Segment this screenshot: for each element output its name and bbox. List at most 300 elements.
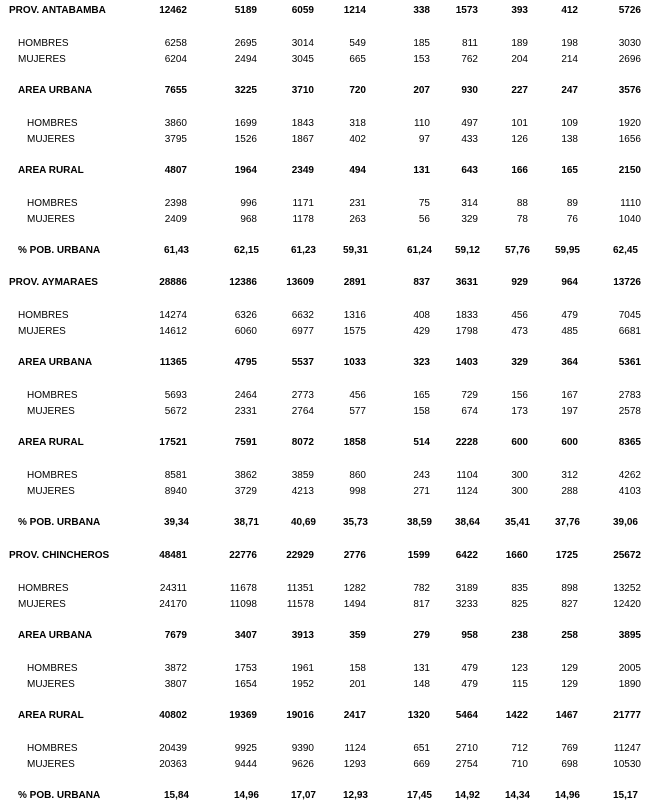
cell-value: 318 xyxy=(349,118,366,129)
cell-value: 323 xyxy=(413,357,430,368)
cell-value: 8365 xyxy=(618,437,641,448)
cell-value: 827 xyxy=(561,599,578,610)
cell-value: 204 xyxy=(511,54,528,65)
cell-value: 825 xyxy=(511,599,528,610)
cell-value: 3225 xyxy=(234,85,257,96)
cell-value: 75 xyxy=(418,198,430,209)
cell-value: 1104 xyxy=(456,470,478,481)
cell-value: 338 xyxy=(413,5,430,16)
cell-value: 24170 xyxy=(159,599,187,610)
cell-value: 6326 xyxy=(234,310,257,321)
cell-value: 433 xyxy=(461,134,478,145)
cell-value: 7655 xyxy=(164,85,187,96)
cell-value: 817 xyxy=(413,599,430,610)
cell-value: 2764 xyxy=(291,406,314,417)
cell-value: 1526 xyxy=(234,134,257,145)
cell-value: 61,43 xyxy=(163,245,189,256)
cell-value: 207 xyxy=(413,85,430,96)
aymaraes-row-prov xyxy=(0,276,645,289)
cell-value: 2331 xyxy=(234,406,257,417)
cell-value: 247 xyxy=(561,85,578,96)
cell-value: 115 xyxy=(512,679,528,690)
cell-value: 643 xyxy=(461,165,478,176)
cell-value: 12420 xyxy=(613,599,641,610)
antabamba-row-sub1 xyxy=(0,37,645,50)
cell-value: 929 xyxy=(511,277,528,288)
cell-value: 1282 xyxy=(343,583,366,594)
cell-value: 158 xyxy=(413,406,430,417)
cell-value: 17521 xyxy=(159,437,187,448)
cell-value: 12462 xyxy=(159,5,187,16)
cell-value: 185 xyxy=(413,38,430,49)
cell-value: 131 xyxy=(413,663,430,674)
cell-value: 2005 xyxy=(618,663,641,674)
cell-value: 6632 xyxy=(291,310,314,321)
cell-value: 22929 xyxy=(286,550,314,561)
cell-value: 59,12 xyxy=(454,245,480,256)
cell-value: 2409 xyxy=(164,214,187,225)
cell-value: 40802 xyxy=(159,710,187,721)
cell-value: 138 xyxy=(561,134,578,145)
aymaraes-row-sub1 xyxy=(0,325,645,338)
cell-value: 173 xyxy=(511,406,528,417)
row-label: HOMBRES xyxy=(27,198,78,209)
cell-value: 314 xyxy=(461,198,478,209)
cell-value: 39,06 xyxy=(612,517,638,528)
cell-value: 1654 xyxy=(234,679,257,690)
cell-value: 5464 xyxy=(455,710,478,721)
cell-value: 485 xyxy=(561,326,578,337)
antabamba-row-sub2 xyxy=(0,213,645,226)
cell-value: 1798 xyxy=(455,326,478,337)
cell-value: 9925 xyxy=(234,743,257,754)
cell-value: 1656 xyxy=(618,134,641,145)
row-label: % POB. URBANA xyxy=(18,790,101,801)
cell-value: 8581 xyxy=(164,470,187,481)
cell-value: 514 xyxy=(413,437,430,448)
cell-value: 769 xyxy=(561,743,578,754)
cell-value: 17,45 xyxy=(406,790,432,801)
cell-value: 13252 xyxy=(613,583,641,594)
row-label: PROV. AYMARAES xyxy=(9,277,98,288)
cell-value: 1573 xyxy=(455,5,478,16)
cell-value: 3407 xyxy=(234,630,257,641)
cell-value: 201 xyxy=(349,679,366,690)
cell-value: 25672 xyxy=(613,550,641,561)
cell-value: 129 xyxy=(561,663,578,674)
aymaraes-row-sub1 xyxy=(0,309,645,322)
row-label: MUJERES xyxy=(18,54,66,65)
cell-value: 2578 xyxy=(618,406,641,417)
chincheros-row-sub2 xyxy=(0,662,645,675)
cell-value: 56 xyxy=(418,214,430,225)
antabamba-row-sub2 xyxy=(0,197,645,210)
row-label: HOMBRES xyxy=(27,743,78,754)
cell-value: 14,34 xyxy=(504,790,530,801)
cell-value: 8940 xyxy=(164,486,187,497)
row-label: PROV. CHINCHEROS xyxy=(9,550,110,561)
cell-value: 4795 xyxy=(234,357,257,368)
cell-value: 8072 xyxy=(291,437,314,448)
cell-value: 3189 xyxy=(455,583,478,594)
row-label: AREA URBANA xyxy=(18,630,93,641)
chincheros-row-area xyxy=(0,629,645,642)
cell-value: 14612 xyxy=(159,326,187,337)
cell-value: 89 xyxy=(566,198,578,209)
row-label: HOMBRES xyxy=(18,310,69,321)
cell-value: 214 xyxy=(561,54,578,65)
cell-value: 158 xyxy=(349,663,366,674)
cell-value: 998 xyxy=(349,486,366,497)
cell-value: 62,15 xyxy=(233,245,259,256)
cell-value: 2776 xyxy=(343,550,366,561)
cell-value: 57,76 xyxy=(504,245,530,256)
cell-value: 996 xyxy=(240,198,257,209)
cell-value: 198 xyxy=(561,38,578,49)
cell-value: 123 xyxy=(511,663,528,674)
row-label: MUJERES xyxy=(18,599,66,610)
cell-value: 109 xyxy=(561,118,578,129)
cell-value: 5537 xyxy=(291,357,314,368)
cell-value: 11365 xyxy=(159,357,187,368)
cell-value: 7591 xyxy=(234,437,257,448)
cell-value: 665 xyxy=(349,54,366,65)
row-label: HOMBRES xyxy=(18,583,69,594)
cell-value: 1858 xyxy=(343,437,366,448)
cell-value: 1964 xyxy=(234,165,257,176)
cell-value: 17,07 xyxy=(290,790,316,801)
cell-value: 6977 xyxy=(291,326,314,337)
cell-value: 2349 xyxy=(291,165,314,176)
cell-value: 1599 xyxy=(407,550,430,561)
cell-value: 3860 xyxy=(164,118,187,129)
antabamba-row-sub2 xyxy=(0,117,645,130)
cell-value: 227 xyxy=(511,85,528,96)
antabamba-row-pct xyxy=(0,244,645,257)
row-label: MUJERES xyxy=(18,326,66,337)
aymaraes-row-sub2 xyxy=(0,469,645,482)
cell-value: 129 xyxy=(561,679,578,690)
cell-value: 1753 xyxy=(234,663,257,674)
cell-value: 13609 xyxy=(286,277,314,288)
cell-value: 3859 xyxy=(291,470,314,481)
cell-value: 329 xyxy=(461,214,478,225)
cell-value: 62,45 xyxy=(612,245,638,256)
cell-value: 131 xyxy=(413,165,430,176)
cell-value: 110 xyxy=(414,118,430,129)
cell-value: 40,69 xyxy=(290,517,316,528)
cell-value: 3895 xyxy=(618,630,641,641)
antabamba-row-area xyxy=(0,164,645,177)
cell-value: 3014 xyxy=(291,38,314,49)
cell-value: 167 xyxy=(561,390,578,401)
cell-value: 11351 xyxy=(286,583,314,594)
cell-value: 48481 xyxy=(159,550,187,561)
row-label: MUJERES xyxy=(27,679,75,690)
row-label: HOMBRES xyxy=(27,390,78,401)
cell-value: 97 xyxy=(418,134,430,145)
cell-value: 412 xyxy=(561,5,578,16)
cell-value: 14,96 xyxy=(233,790,259,801)
cell-value: 231 xyxy=(349,198,366,209)
cell-value: 1178 xyxy=(292,214,314,225)
cell-value: 3631 xyxy=(455,277,478,288)
chincheros-row-sub1 xyxy=(0,582,645,595)
cell-value: 329 xyxy=(511,357,528,368)
aymaraes-row-sub2 xyxy=(0,389,645,402)
cell-value: 263 xyxy=(349,214,366,225)
cell-value: 393 xyxy=(511,5,528,16)
cell-value: 1920 xyxy=(618,118,641,129)
cell-value: 39,34 xyxy=(163,517,189,528)
cell-value: 38,59 xyxy=(406,517,432,528)
cell-value: 3872 xyxy=(164,663,187,674)
cell-value: 408 xyxy=(413,310,430,321)
cell-value: 78 xyxy=(516,214,528,225)
cell-value: 835 xyxy=(511,583,528,594)
cell-value: 88 xyxy=(516,198,528,209)
cell-value: 258 xyxy=(561,630,578,641)
cell-value: 1403 xyxy=(455,357,478,368)
cell-value: 15,17 xyxy=(612,790,638,801)
cell-value: 837 xyxy=(413,277,430,288)
cell-value: 76 xyxy=(566,214,578,225)
cell-value: 9444 xyxy=(234,759,257,770)
cell-value: 2398 xyxy=(164,198,187,209)
cell-value: 1725 xyxy=(555,550,578,561)
cell-value: 1316 xyxy=(343,310,366,321)
chincheros-row-pct xyxy=(0,789,645,802)
cell-value: 148 xyxy=(413,679,430,690)
cell-value: 14,92 xyxy=(454,790,480,801)
cell-value: 12,93 xyxy=(342,790,368,801)
cell-value: 38,71 xyxy=(233,517,259,528)
row-label: % POB. URBANA xyxy=(18,517,101,528)
cell-value: 13726 xyxy=(613,277,641,288)
cell-value: 28886 xyxy=(159,277,187,288)
cell-value: 2417 xyxy=(343,710,366,721)
cell-value: 729 xyxy=(461,390,478,401)
cell-value: 456 xyxy=(349,390,366,401)
cell-value: 238 xyxy=(511,630,528,641)
row-label: MUJERES xyxy=(27,214,75,225)
cell-value: 1467 xyxy=(555,710,578,721)
cell-value: 429 xyxy=(413,326,430,337)
cell-value: 9626 xyxy=(291,759,314,770)
aymaraes-row-area xyxy=(0,356,645,369)
cell-value: 6681 xyxy=(618,326,641,337)
cell-value: 782 xyxy=(413,583,430,594)
row-label: AREA RURAL xyxy=(18,710,84,721)
cell-value: 1961 xyxy=(291,663,314,674)
cell-value: 2754 xyxy=(455,759,478,770)
cell-value: 59,95 xyxy=(554,245,580,256)
cell-value: 2494 xyxy=(234,54,257,65)
cell-value: 712 xyxy=(511,743,528,754)
cell-value: 300 xyxy=(511,486,528,497)
antabamba-row-sub1 xyxy=(0,53,645,66)
cell-value: 2695 xyxy=(234,38,257,49)
cell-value: 5361 xyxy=(618,357,641,368)
cell-value: 61,23 xyxy=(290,245,316,256)
cell-value: 35,41 xyxy=(504,517,530,528)
cell-value: 14274 xyxy=(159,310,187,321)
row-label: MUJERES xyxy=(27,406,75,417)
cell-value: 189 xyxy=(511,38,528,49)
cell-value: 6422 xyxy=(455,550,478,561)
cell-value: 2710 xyxy=(455,743,478,754)
cell-value: 7679 xyxy=(164,630,187,641)
cell-value: 473 xyxy=(511,326,528,337)
cell-value: 15,84 xyxy=(163,790,189,801)
cell-value: 22776 xyxy=(229,550,257,561)
cell-value: 38,64 xyxy=(454,517,480,528)
cell-value: 156 xyxy=(511,390,528,401)
cell-value: 10530 xyxy=(613,759,641,770)
cell-value: 6258 xyxy=(164,38,187,49)
row-label: MUJERES xyxy=(27,486,75,497)
cell-value: 20363 xyxy=(159,759,187,770)
cell-value: 958 xyxy=(461,630,478,641)
cell-value: 165 xyxy=(561,165,578,176)
cell-value: 549 xyxy=(349,38,366,49)
cell-value: 2696 xyxy=(618,54,641,65)
cell-value: 674 xyxy=(461,406,478,417)
cell-value: 651 xyxy=(413,743,430,754)
cell-value: 1952 xyxy=(291,679,314,690)
cell-value: 1171 xyxy=(292,198,314,209)
cell-value: 271 xyxy=(413,486,430,497)
cell-value: 479 xyxy=(461,679,478,690)
cell-value: 12386 xyxy=(229,277,257,288)
cell-value: 5726 xyxy=(618,5,641,16)
cell-value: 1833 xyxy=(455,310,478,321)
cell-value: 288 xyxy=(561,486,578,497)
row-label: % POB. URBANA xyxy=(18,245,101,256)
cell-value: 2464 xyxy=(234,390,257,401)
chincheros-row-sub1 xyxy=(0,598,645,611)
cell-value: 1494 xyxy=(343,599,366,610)
cell-value: 3045 xyxy=(291,54,314,65)
antabamba-row-area xyxy=(0,84,645,97)
cell-value: 3862 xyxy=(234,470,257,481)
cell-value: 2891 xyxy=(343,277,366,288)
cell-value: 3795 xyxy=(164,134,187,145)
row-label: PROV. ANTABAMBA xyxy=(9,5,106,16)
cell-value: 497 xyxy=(461,118,478,129)
cell-value: 1124 xyxy=(456,486,478,497)
cell-value: 898 xyxy=(561,583,578,594)
row-label: MUJERES xyxy=(27,759,75,770)
cell-value: 479 xyxy=(461,663,478,674)
cell-value: 11578 xyxy=(286,599,314,610)
cell-value: 811 xyxy=(462,38,478,49)
cell-value: 6060 xyxy=(234,326,257,337)
cell-value: 1660 xyxy=(505,550,528,561)
cell-value: 4262 xyxy=(618,470,641,481)
aymaraes-row-area xyxy=(0,436,645,449)
cell-value: 600 xyxy=(511,437,528,448)
row-label: MUJERES xyxy=(27,134,75,145)
cell-value: 11247 xyxy=(613,743,641,754)
cell-value: 7045 xyxy=(618,310,641,321)
row-label: HOMBRES xyxy=(18,38,69,49)
cell-value: 4213 xyxy=(291,486,314,497)
cell-value: 3576 xyxy=(618,85,641,96)
cell-value: 1124 xyxy=(344,743,366,754)
cell-value: 600 xyxy=(561,437,578,448)
row-label: AREA RURAL xyxy=(18,165,84,176)
aymaraes-row-sub2 xyxy=(0,485,645,498)
cell-value: 6059 xyxy=(291,5,314,16)
cell-value: 2773 xyxy=(291,390,314,401)
chincheros-row-sub2 xyxy=(0,758,645,771)
cell-value: 3807 xyxy=(164,679,187,690)
cell-value: 1110 xyxy=(620,198,641,209)
cell-value: 35,73 xyxy=(342,517,368,528)
cell-value: 1293 xyxy=(343,759,366,770)
cell-value: 14,96 xyxy=(554,790,580,801)
cell-value: 4103 xyxy=(618,486,641,497)
cell-value: 3729 xyxy=(234,486,257,497)
cell-value: 456 xyxy=(511,310,528,321)
cell-value: 1422 xyxy=(505,710,528,721)
cell-value: 11098 xyxy=(229,599,257,610)
cell-value: 1320 xyxy=(407,710,430,721)
cell-value: 37,76 xyxy=(554,517,580,528)
chincheros-row-area xyxy=(0,709,645,722)
cell-value: 20439 xyxy=(159,743,187,754)
chincheros-row-sub2 xyxy=(0,678,645,691)
cell-value: 1843 xyxy=(291,118,314,129)
cell-value: 243 xyxy=(413,470,430,481)
cell-value: 153 xyxy=(413,54,430,65)
cell-value: 59,31 xyxy=(342,245,368,256)
cell-value: 669 xyxy=(413,759,430,770)
antabamba-row-sub2 xyxy=(0,133,645,146)
cell-value: 860 xyxy=(349,470,366,481)
cell-value: 359 xyxy=(349,630,366,641)
cell-value: 197 xyxy=(561,406,578,417)
aymaraes-row-pct xyxy=(0,516,645,529)
cell-value: 300 xyxy=(511,470,528,481)
cell-value: 494 xyxy=(349,165,366,176)
cell-value: 762 xyxy=(461,54,478,65)
cell-value: 9390 xyxy=(291,743,314,754)
cell-value: 3913 xyxy=(291,630,314,641)
cell-value: 1214 xyxy=(343,5,366,16)
row-label: HOMBRES xyxy=(27,663,78,674)
cell-value: 101 xyxy=(511,118,528,129)
cell-value: 402 xyxy=(349,134,366,145)
cell-value: 1890 xyxy=(618,679,641,690)
cell-value: 61,24 xyxy=(406,245,432,256)
cell-value: 21777 xyxy=(613,710,641,721)
cell-value: 1867 xyxy=(291,134,314,145)
cell-value: 5693 xyxy=(164,390,187,401)
cell-value: 930 xyxy=(461,85,478,96)
chincheros-row-sub2 xyxy=(0,742,645,755)
aymaraes-row-sub2 xyxy=(0,405,645,418)
antabamba-row-prov xyxy=(0,4,645,17)
cell-value: 165 xyxy=(413,390,430,401)
row-label: AREA URBANA xyxy=(18,357,93,368)
row-label: HOMBRES xyxy=(27,118,78,129)
cell-value: 2228 xyxy=(455,437,478,448)
cell-value: 2783 xyxy=(618,390,641,401)
cell-value: 1699 xyxy=(234,118,257,129)
cell-value: 6204 xyxy=(164,54,187,65)
